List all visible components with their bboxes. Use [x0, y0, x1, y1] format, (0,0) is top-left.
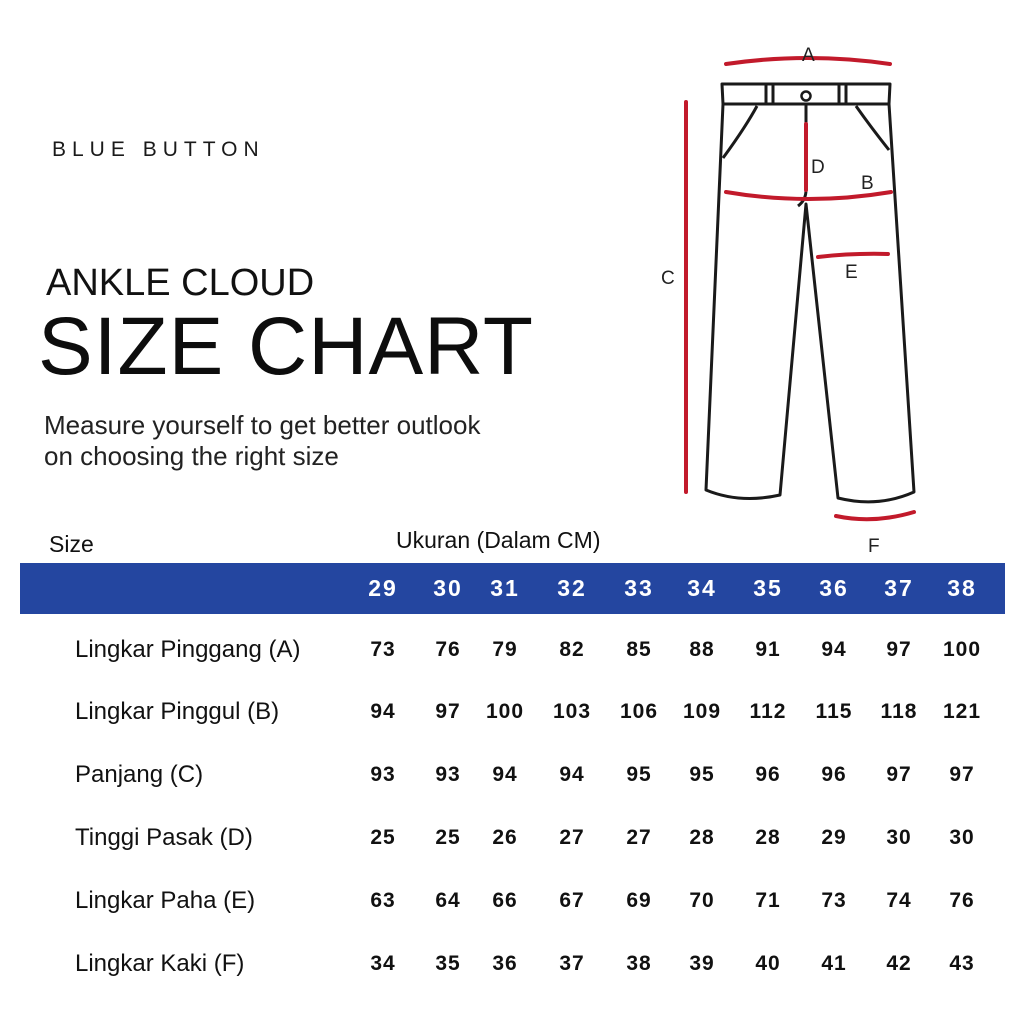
size-header-36: 36: [819, 575, 849, 601]
measure-label-d: D: [811, 157, 825, 178]
table-cell: 29: [821, 826, 847, 849]
table-cell: 100: [942, 638, 982, 661]
table-cell: 41: [821, 952, 847, 975]
size-header-34: 34: [687, 575, 717, 601]
table-cell: 66: [492, 889, 518, 912]
table-cell: 93: [370, 763, 396, 786]
brand-name: BLUE BUTTON: [52, 138, 265, 161]
table-cell: 27: [626, 826, 652, 849]
row-label: Lingkar Pinggul (B): [75, 698, 280, 725]
size-header-31: 31: [490, 575, 520, 601]
measure-label-c: C: [661, 268, 675, 289]
table-cell: 100: [485, 700, 525, 723]
table-cell: 96: [755, 763, 781, 786]
table-cell: 106: [619, 700, 659, 723]
table-cell: 26: [492, 826, 518, 849]
table-cell: 34: [370, 952, 396, 975]
table-cell: 25: [370, 826, 396, 849]
table-cell: 76: [435, 638, 461, 661]
table-cell: 94: [821, 638, 847, 661]
measure-label-b: B: [861, 173, 874, 194]
table-cell: 73: [370, 638, 396, 661]
row-label: Lingkar Pinggang (A): [75, 636, 301, 663]
measure-label-e: E: [845, 262, 858, 283]
size-header-35: 35: [753, 575, 783, 601]
table-cell: 25: [435, 826, 461, 849]
measure-label-a: A: [802, 45, 815, 66]
row-label: Panjang (C): [75, 761, 204, 788]
table-cell: 93: [435, 763, 461, 786]
table-cell: 39: [689, 952, 715, 975]
table-cell: 38: [626, 952, 652, 975]
table-cell: 28: [689, 826, 715, 849]
table-cell: 71: [755, 889, 781, 912]
unit-label: Ukuran (Dalam CM): [396, 527, 601, 553]
row-label: Lingkar Paha (E): [75, 887, 256, 914]
table-cell: 43: [949, 952, 975, 975]
measure-line-e: [818, 254, 888, 257]
table-cell: 115: [815, 700, 853, 723]
row-label: Lingkar Kaki (F): [75, 950, 245, 977]
tagline: Measure yourself to get better outlook on choosing the right size: [44, 410, 481, 471]
table-cell: 37: [559, 952, 585, 975]
table-cell: 82: [559, 638, 585, 661]
table-cell: 27: [559, 826, 585, 849]
table-cell: 88: [689, 638, 715, 661]
table-cell: 97: [435, 700, 461, 723]
table-cell: 109: [682, 700, 722, 723]
size-header-33: 33: [624, 575, 654, 601]
table-cell: 94: [492, 763, 518, 786]
table-cell: 103: [552, 700, 592, 723]
table-cell: 91: [755, 638, 781, 661]
table-cell: 94: [370, 700, 396, 723]
table-cell: 74: [886, 889, 912, 912]
table-cell: 64: [435, 889, 461, 912]
table-cell: 30: [886, 826, 912, 849]
measure-label-f: F: [868, 536, 880, 557]
table-cell: 97: [886, 638, 912, 661]
size-header-38: 38: [947, 575, 977, 601]
button-icon: [802, 92, 811, 101]
pants-outline-icon: [706, 84, 914, 502]
table-cell: 36: [492, 952, 518, 975]
size-header-29: 29: [368, 575, 398, 601]
table-cell: 67: [559, 889, 585, 912]
size-header-30: 30: [433, 575, 463, 601]
table-cell: 42: [886, 952, 912, 975]
table-cell: 97: [886, 763, 912, 786]
table-cell: 94: [559, 763, 585, 786]
table-cell: 97: [949, 763, 975, 786]
table-cell: 95: [626, 763, 652, 786]
table-cell: 121: [942, 700, 982, 723]
table-cell: 85: [626, 638, 652, 661]
table-cell: 30: [949, 826, 975, 849]
table-cell: 79: [492, 638, 518, 661]
table-cell: 40: [755, 952, 781, 975]
table-cell: 76: [949, 889, 975, 912]
page-title: SIZE CHART: [38, 301, 534, 392]
size-header-37: 37: [884, 575, 914, 601]
table-cell: 70: [689, 889, 715, 912]
product-name: ANKLE CLOUD: [46, 262, 315, 304]
table-cell: 63: [370, 889, 396, 912]
size-header-32: 32: [557, 575, 587, 601]
size-column-label: Size: [49, 531, 94, 557]
table-cell: 28: [755, 826, 781, 849]
table-cell: 35: [435, 952, 461, 975]
table-cell: 112: [749, 700, 787, 723]
measure-line-f: [836, 512, 914, 519]
table-cell: 118: [880, 700, 918, 723]
table-cell: 73: [821, 889, 847, 912]
table-cell: 69: [626, 889, 652, 912]
table-cell: 95: [689, 763, 715, 786]
table-cell: 96: [821, 763, 847, 786]
row-label: Tinggi Pasak (D): [75, 824, 253, 851]
